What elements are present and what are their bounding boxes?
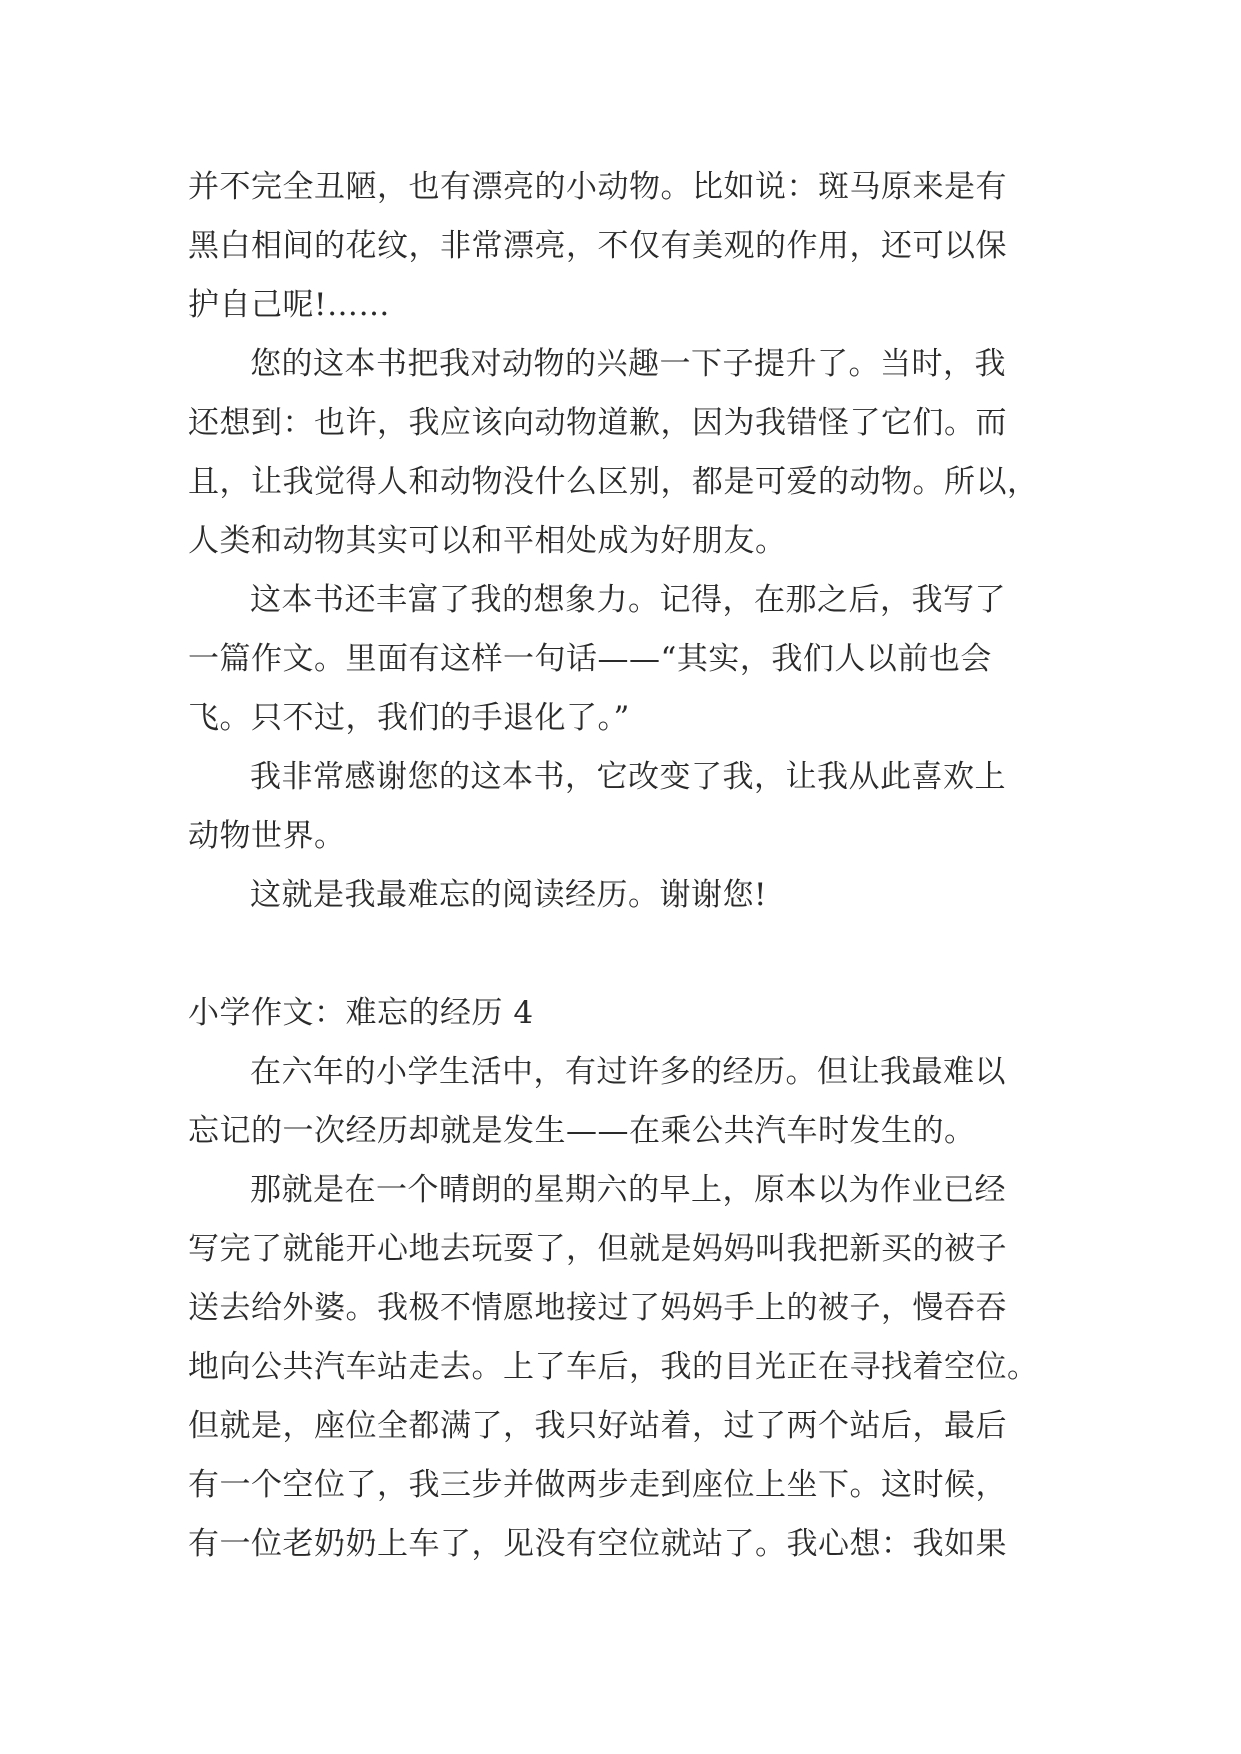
text-line: 有一位老奶奶上车了，见没有空位就站了。我心想：我如果 bbox=[188, 1526, 1007, 1562]
text-line: 飞。只不过，我们的手退化了。” bbox=[188, 700, 630, 736]
paragraph-bus-story bbox=[188, 1161, 1058, 1574]
paragraph-imagination bbox=[188, 571, 1058, 748]
text-line: 您的这本书把我对动物的兴趣一下子提升了。当时，我 bbox=[250, 346, 1006, 382]
paragraph-thanks bbox=[188, 748, 1058, 866]
text-line: 这本书还丰富了我的想象力。记得，在那之后，我写了 bbox=[250, 582, 1006, 618]
text-line: 那就是在一个晴朗的星期六的早上，原本以为作业已经 bbox=[250, 1172, 1006, 1208]
text-line: 动物世界。 bbox=[188, 818, 346, 854]
text-line: 黑白相间的花纹，非常漂亮，不仅有美观的作用，还可以保 bbox=[188, 228, 1007, 264]
text-line: 并不完全丑陋，也有漂亮的小动物。比如说：斑马原来是有 bbox=[188, 169, 1007, 205]
text-line: 有一个空位了，我三步并做两步走到座位上坐下。这时候， bbox=[188, 1467, 1007, 1503]
spacer bbox=[188, 925, 1058, 984]
paragraph-intro bbox=[188, 1043, 1058, 1161]
text-line: 但就是，座位全都满了，我只好站着，过了两个站后，最后 bbox=[188, 1408, 1007, 1444]
text-line: 地向公共汽车站走去。上了车后，我的目光正在寻找着空位。 bbox=[188, 1349, 1039, 1385]
paragraph-zebra bbox=[188, 158, 1058, 335]
text-line: 我非常感谢您的这本书，它改变了我，让我从此喜欢上 bbox=[250, 759, 1006, 795]
text-line: 护自己呢!…… bbox=[188, 287, 390, 323]
text-line: 在六年的小学生活中，有过许多的经历。但让我最难以 bbox=[250, 1054, 1006, 1090]
text-line: 送去给外婆。我极不情愿地接过了妈妈手上的被子，慢吞吞 bbox=[188, 1290, 1007, 1326]
text-line: 忘记的一次经历却就是发生——在乘公共汽车时发生的。 bbox=[188, 1113, 976, 1149]
text-line: 写完了就能开心地去玩耍了，但就是妈妈叫我把新买的被子 bbox=[188, 1231, 1007, 1267]
essay-title: 小学作文：难忘的经历 4 bbox=[188, 995, 534, 1031]
essay-body bbox=[188, 158, 1058, 1574]
paragraph-interest bbox=[188, 335, 1058, 571]
text-line: 人类和动物其实可以和平相处成为好朋友。 bbox=[188, 523, 787, 559]
text-line: 还想到：也许，我应该向动物道歉，因为我错怪了它们。而 bbox=[188, 405, 1007, 441]
paragraph-closing bbox=[188, 866, 1058, 925]
text-line: 一篇作文。里面有这样一句话——“其实，我们人以前也会 bbox=[188, 641, 992, 677]
text-line: 且，让我觉得人和动物没什么区别，都是可爱的动物。所以， bbox=[188, 464, 1039, 500]
text-line: 这就是我最难忘的阅读经历。谢谢您! bbox=[250, 877, 767, 913]
